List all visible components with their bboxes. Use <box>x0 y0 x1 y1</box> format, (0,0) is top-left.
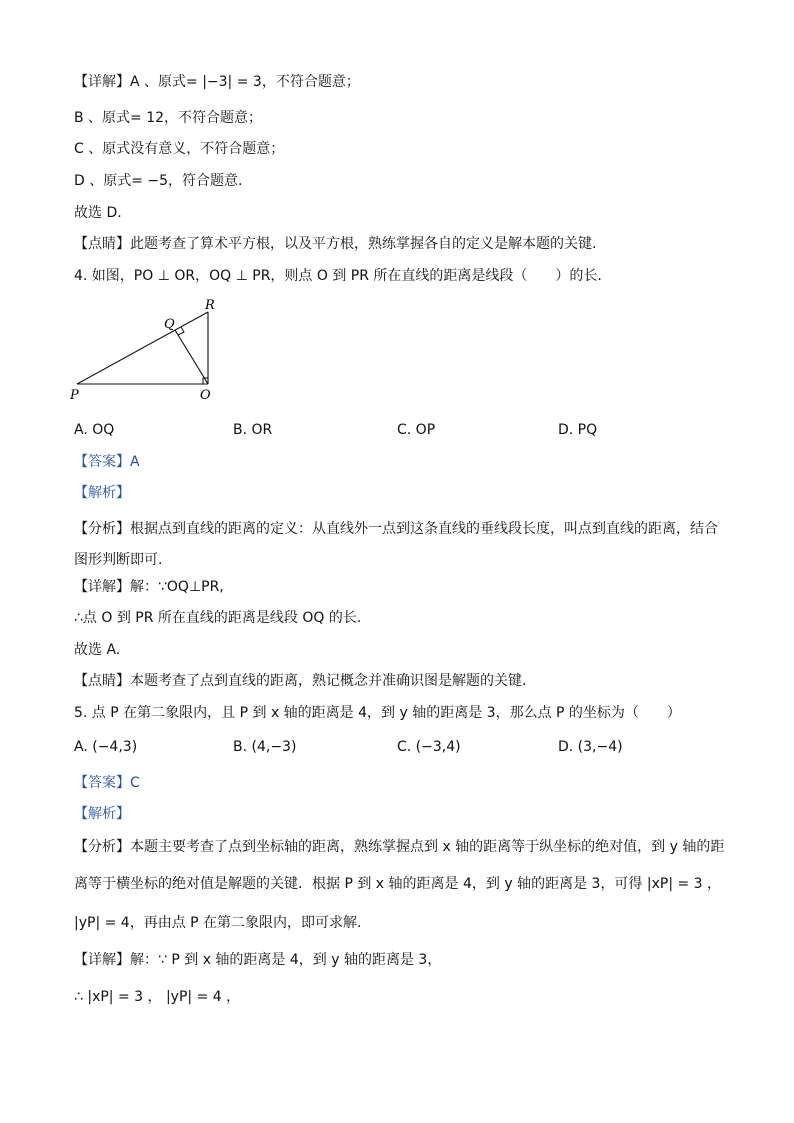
question-5-detail-2: ∴ |xP| = 3 ， |yP| = 4 ， <box>74 989 241 1005</box>
question-4-detail-3: 故选 A. <box>74 642 121 658</box>
question-4-options <box>74 420 734 440</box>
label-q: Q <box>164 317 175 332</box>
option-b[interactable]: B. OR <box>233 422 273 438</box>
question-5-analysis-2: 离等于横坐标的绝对值是解题的关键．根据 P 到 x 轴的距离是 4，到 y 轴的距离是 3，可得 |xP| = 3 ， <box>74 876 722 892</box>
question-4-analysis-heading: 【解析】 <box>74 485 130 501</box>
question-5-detail-1: 【详解】解：∵ P 到 x 轴的距离是 4，到 y 轴的距离是 3， <box>74 952 442 968</box>
solution-q3-detail-b: B 、原式= 12，不符合题意； <box>74 110 263 126</box>
solution-q3-detail-d: D 、原式= −5，符合题意. <box>74 173 243 189</box>
label-o: O <box>200 388 211 403</box>
option-a[interactable]: A. OQ <box>74 422 115 438</box>
question-5-analysis-1: 【分析】本题主要考查了点到坐标轴的距离，熟练掌握点到 x 轴的距离等于纵坐标的绝对值，到 y 轴的距 <box>74 839 725 855</box>
segment-oq <box>175 330 208 384</box>
option-c[interactable]: C. (−3,4) <box>397 739 461 755</box>
label-p: P <box>70 388 79 403</box>
option-d[interactable]: D. (3,−4) <box>558 739 623 755</box>
question-4-comment: 【点睛】本题考查了点到直线的距离，熟记概念并准确识图是解题的关键. <box>74 673 527 689</box>
geometry-figure <box>60 295 230 407</box>
option-c[interactable]: C. OP <box>397 422 436 438</box>
question-5-analysis-3: |yP| = 4，再由点 P 在第二象限内，即可求解. <box>74 915 362 931</box>
option-a[interactable]: A. (−4,3) <box>74 739 138 755</box>
question-4-detail-2: ∴点 O 到 PR 所在直线的距离是线段 OQ 的长. <box>74 610 362 626</box>
question-4-analysis: 【分析】根据点到直线的距离的定义：从直线外一点到这条直线的垂线段长度，叫点到直线的距离，结合图形判断即可. <box>74 521 718 568</box>
option-d[interactable]: D. PQ <box>558 422 598 438</box>
question-5-analysis-heading: 【解析】 <box>74 806 130 822</box>
question-4-stem: 4. 如图，PO ⊥ OR，OQ ⊥ PR，则点 O 到 PR 所在直线的距离是线段（ ）的长. <box>74 268 602 284</box>
solution-q3-detail-c: C 、原式没有意义，不符合题意； <box>74 141 285 157</box>
question-4-answer: 【答案】A <box>74 454 140 470</box>
label-r: R <box>205 298 215 313</box>
question-5-answer: 【答案】C <box>74 775 140 791</box>
solution-q3-detail-a: 【详解】A 、原式= |−3| = 3，不符合题意； <box>74 74 360 90</box>
option-b[interactable]: B. (4,−3) <box>233 739 297 755</box>
solution-q3-comment: 【点睛】此题考查了算术平方根，以及平方根，熟练掌握各自的定义是解本题的关键. <box>74 236 597 252</box>
question-5-stem: 5. 点 P 在第二象限内，且 P 到 x 轴的距离是 4，到 y 轴的距离是 3，那么点 P 的坐标为（ ） <box>74 705 681 721</box>
question-5-options <box>74 737 734 757</box>
solution-q3-choice: 故选 D. <box>74 205 122 221</box>
segment-pr <box>77 312 208 384</box>
question-4-detail-1: 【详解】解：∵OQ⊥PR, <box>74 579 224 595</box>
